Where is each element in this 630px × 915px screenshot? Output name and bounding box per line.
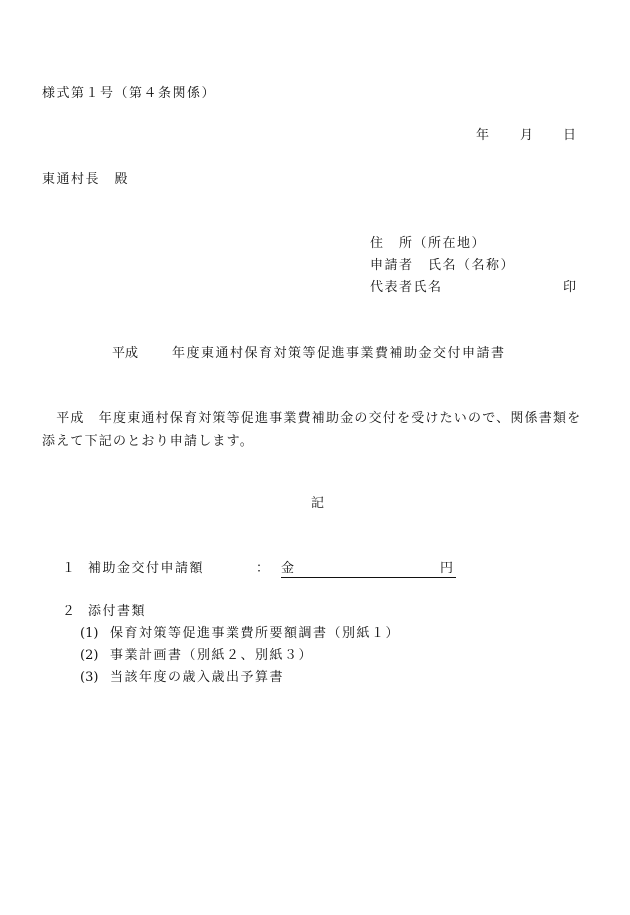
date-month: 月 — [520, 128, 534, 143]
body-paragraph: 平成 年度東通村保育対策等促進事業費補助金の交付を受けたいので、関係書類を添えて下記のとおり申請します。 — [42, 411, 582, 449]
item1-number: １ — [62, 561, 76, 576]
item2-label: 添付書類 — [88, 604, 147, 619]
addressee: 東通村長 殿 — [42, 172, 130, 187]
attachment-text: 当該年度の歳入歳出予算書 — [110, 670, 285, 685]
item1-colon: ： — [256, 561, 270, 576]
date-day: 日 — [563, 128, 577, 143]
title-text: 年度東通村保育対策等促進事業費補助金交付申請書 — [172, 346, 506, 361]
representative-label: 代表者氏名 — [370, 280, 443, 295]
applicant-name-label: 申請者 氏名（名称） — [370, 258, 516, 273]
item1-unit: 円 — [440, 561, 454, 576]
item2-number: ２ — [62, 604, 76, 619]
ki-heading: 記 — [311, 496, 325, 511]
attachment-number: (1) — [80, 626, 99, 641]
title-era: 平成 — [112, 346, 139, 361]
address-label: 住 所（所在地） — [370, 236, 487, 251]
seal-mark: 印 — [563, 280, 577, 295]
attachment-number: (2) — [80, 648, 99, 663]
item1-currency: 金 — [281, 561, 295, 576]
amount-underline — [281, 561, 456, 578]
form-number: 様式第１号（第４条関係） — [42, 86, 217, 101]
attachment-text: 事業計画書（別紙２、別紙３） — [110, 648, 314, 663]
attachment-text: 保育対策等促進事業費所要額調書（別紙１） — [110, 626, 401, 641]
attachment-number: (3) — [80, 670, 99, 685]
date-year: 年 — [476, 128, 490, 143]
item1-label: 補助金交付申請額 — [88, 561, 205, 576]
